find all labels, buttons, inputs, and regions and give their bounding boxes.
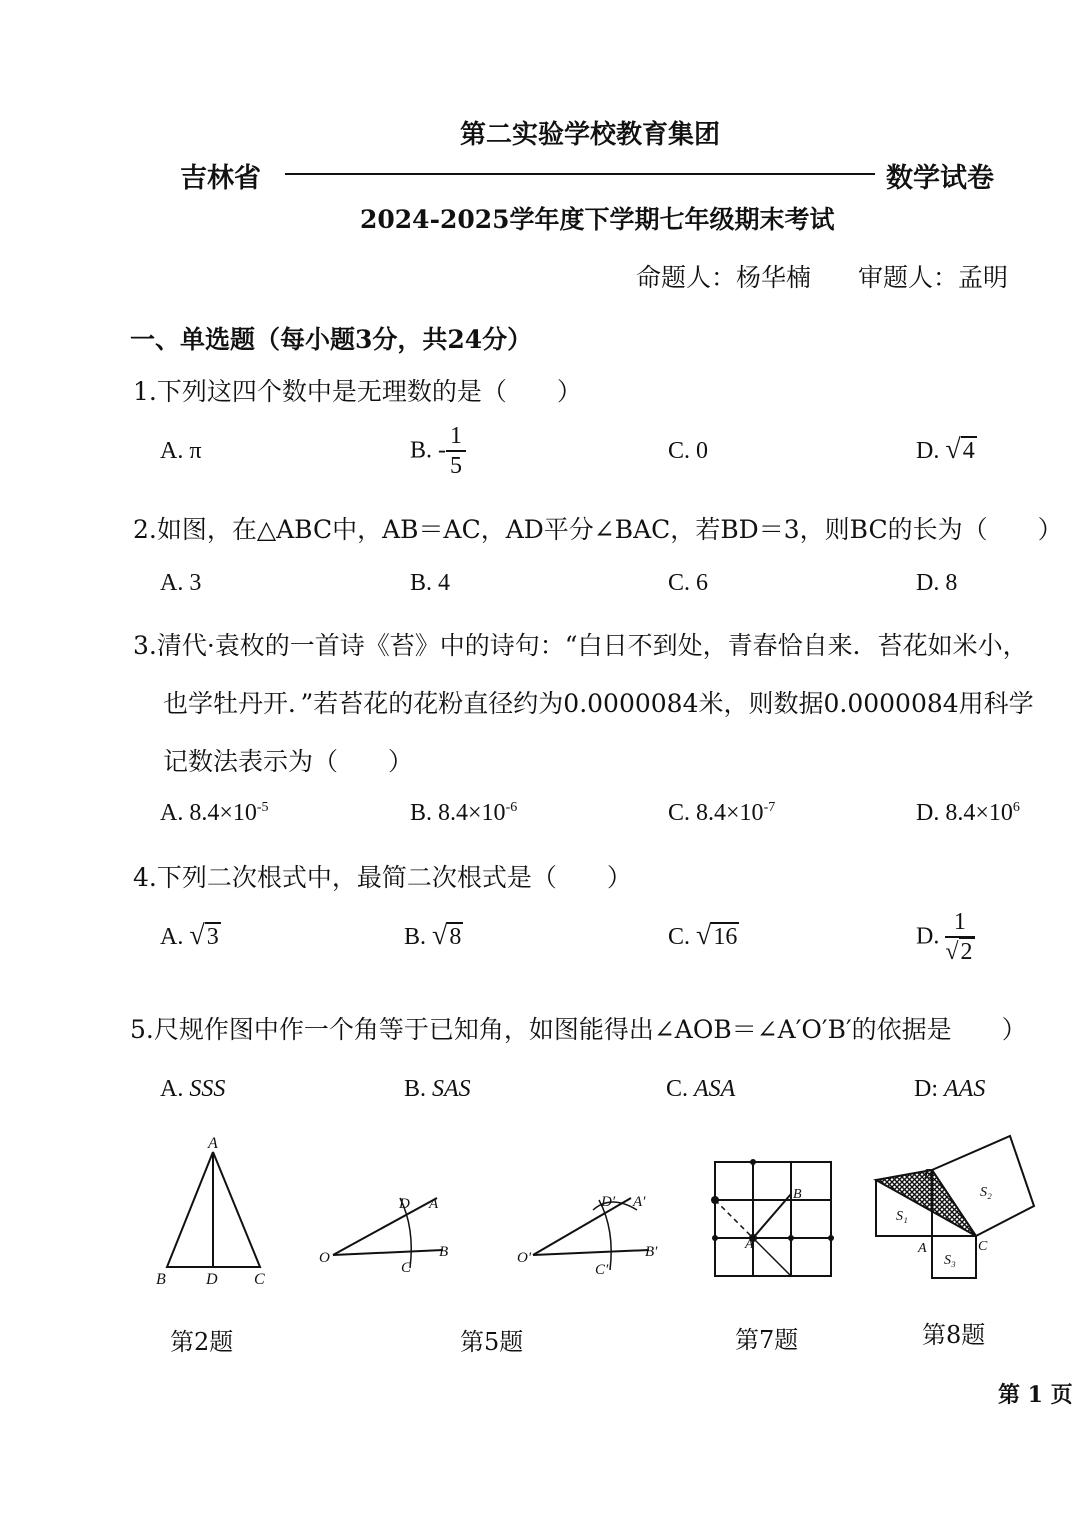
question-text: 下列这四个数中是无理数的是（ ） [156, 377, 582, 406]
reviewer-info [858, 258, 1008, 294]
label-b-prime: B′ [645, 1244, 658, 1260]
label-b: B [156, 1271, 166, 1288]
option-exponent: -6 [505, 800, 518, 815]
reviewer-name: 孟明 [958, 263, 1009, 292]
q5-option-d [914, 1076, 985, 1103]
question-number: 4. [133, 863, 157, 892]
label-d: D [399, 1196, 410, 1212]
fraction [945, 910, 974, 964]
option-label: A. [160, 924, 184, 950]
caption-figure-8: 第8题 [922, 1321, 986, 1349]
option-value: SSS [189, 1076, 226, 1102]
option-base: 8.4×10 [438, 800, 506, 826]
ray-ob-prime [533, 1250, 649, 1255]
label-b: B [924, 1167, 933, 1182]
option-value: AAS [944, 1076, 986, 1102]
fraction [446, 424, 466, 478]
label-b: B [793, 1187, 802, 1202]
option-label: C. [668, 800, 691, 826]
option-value: π [189, 438, 202, 464]
q1-option-d [916, 434, 977, 466]
option-label: C. [668, 438, 691, 464]
radicand: 2 [960, 939, 973, 965]
setter-label: 命题人： [636, 263, 737, 292]
option-label: D. [916, 800, 940, 826]
q2-option-b [410, 570, 450, 597]
option-value: SAS [432, 1076, 471, 1102]
label-c: C [254, 1271, 265, 1288]
setter-name: 杨华楠 [736, 263, 812, 292]
q5-option-c [666, 1076, 735, 1103]
q5-option-a [160, 1076, 225, 1103]
option-label: C. [666, 1076, 689, 1102]
label-b: B [439, 1244, 449, 1260]
figure-2-triangle [150, 1132, 280, 1292]
option-base: 8.4×10 [945, 800, 1013, 826]
sqrt: √2 [945, 939, 973, 965]
option-label: B. [404, 1076, 427, 1102]
option-label: B. [410, 570, 433, 596]
ray-ob [333, 1250, 443, 1255]
question-5 [130, 1010, 1027, 1046]
figure-5-angle-a-prime-o-prime-b-prime [515, 1180, 675, 1280]
setter-info [636, 258, 811, 294]
q5-option-b [404, 1076, 471, 1103]
question-3 [133, 626, 1028, 662]
option-label: A. [160, 438, 184, 464]
label-s3: S₃ [944, 1253, 956, 1268]
option-label: D. [916, 570, 940, 596]
option-label: A. [160, 570, 184, 596]
ray-oa-prime [533, 1198, 631, 1255]
label-s2: S₂ [980, 1185, 992, 1200]
option-label: B. [410, 800, 433, 826]
caption-figure-5: 第5题 [460, 1328, 524, 1356]
label-a: A [918, 1241, 927, 1256]
subject-title: 数学试卷 [886, 163, 994, 194]
question-number: 5. [130, 1015, 154, 1044]
option-value: ASA [694, 1076, 736, 1102]
option-label: D. [916, 438, 940, 464]
q4-option-a [160, 920, 221, 952]
triangle-lines [167, 1152, 260, 1267]
figure-8-squares [872, 1132, 1037, 1282]
q4-option-c [668, 920, 739, 952]
question-text: 下列二次根式中，最简二次根式是（ ） [156, 863, 632, 892]
caption-figure-2: 第2题 [170, 1328, 234, 1356]
q1-option-a [160, 438, 201, 465]
question-text-line: 清代·袁枚的一首诗《苔》中的诗句：“白日不到处，青春恰自来．苔花如米小， [156, 631, 1028, 660]
radicand: 4 [962, 438, 975, 464]
option-label: C. [668, 924, 691, 950]
label-c-prime: C′ [595, 1262, 609, 1278]
option-label: C. [668, 570, 691, 596]
q3-option-c [668, 800, 775, 827]
question-number: 1. [133, 377, 157, 406]
label-c: C [401, 1260, 412, 1276]
q2-option-d [916, 570, 957, 597]
radicand: 16 [713, 924, 738, 950]
question-number: 3. [133, 631, 157, 660]
label-d: D [206, 1271, 218, 1288]
page-number: 第 1 页 [998, 1382, 1073, 1408]
q1-option-b [410, 424, 466, 478]
label-a: A [208, 1135, 218, 1152]
reviewer-label: 审题人： [858, 263, 959, 292]
question-1 [133, 372, 582, 408]
question-text: 如图，在△ABC中，AB＝AC，AD平分∠BAC，若BD＝3，则BC的长为（ ） [156, 515, 1063, 544]
q3-option-d [916, 800, 1020, 827]
label-o: O [319, 1250, 330, 1266]
question-4 [133, 858, 632, 894]
numerator: 1 [446, 424, 466, 452]
option-exponent: -5 [256, 800, 269, 815]
option-value: 3 [189, 570, 202, 596]
q2-option-c [668, 570, 708, 597]
school-name: 第二实验学校教育集团 [460, 120, 721, 150]
ray-oa [333, 1198, 437, 1255]
exam-title: 2024-2025学年度下学期七年级期末考试 [360, 205, 835, 234]
label-c: C [978, 1239, 988, 1254]
option-exponent: -7 [763, 800, 776, 815]
denominator: 5 [450, 453, 463, 479]
option-label: B. [410, 437, 433, 464]
label-a: A [429, 1196, 439, 1212]
label-s1: S₁ [896, 1209, 908, 1224]
q3-option-b [410, 800, 517, 827]
option-base: 8.4×10 [696, 800, 764, 826]
option-label: D. [916, 923, 940, 950]
question-2 [133, 510, 1063, 546]
option-exponent: 6 [1012, 800, 1020, 815]
option-value: 0 [696, 438, 709, 464]
segment-lower [753, 1238, 791, 1276]
q2-option-a [160, 570, 201, 597]
question-text: 尺规作图中作一个角等于已知角，如图能得出∠AOB＝∠A′O′B′的依据是 ） [153, 1015, 1027, 1044]
province: 吉林省 [180, 163, 261, 194]
option-base: 8.4×10 [189, 800, 257, 826]
sqrt: √16 [696, 920, 738, 951]
option-label: A. [160, 1076, 184, 1102]
option-value: 8 [945, 570, 958, 596]
option-label: B. [404, 924, 427, 950]
header-rule [285, 173, 875, 175]
radicand: 3 [206, 924, 219, 950]
sqrt: √3 [189, 920, 219, 951]
denominator [945, 938, 974, 964]
dashed-segment [715, 1200, 753, 1238]
question-3-line-2: 也学牡丹开．”若苔花的花粉直径约为0.0000084米，则数据0.0000084用科学 [163, 689, 1034, 718]
numerator: 1 [945, 910, 974, 938]
sqrt: √8 [432, 920, 462, 951]
label-d-prime: D′ [601, 1194, 616, 1210]
q4-option-d [916, 910, 975, 964]
option-label: D: [914, 1076, 938, 1102]
question-number: 2. [133, 515, 157, 544]
label-a: A [745, 1237, 754, 1252]
option-label: A. [160, 800, 184, 826]
option-value: 4 [438, 570, 451, 596]
question-3-line-3: 记数法表示为（ ） [163, 747, 414, 776]
figure-7-grid [705, 1152, 845, 1282]
option-sign: - [438, 437, 447, 464]
caption-figure-7: 第7题 [735, 1326, 799, 1354]
sqrt: √4 [945, 434, 975, 465]
section-title: 一、单选题（每小题3分，共24分） [130, 325, 533, 354]
option-value: 6 [696, 570, 709, 596]
q3-option-a [160, 800, 269, 827]
figure-5-angle-aob [315, 1180, 465, 1280]
q4-option-b [404, 920, 463, 952]
q1-option-c [668, 438, 708, 465]
radicand: 8 [449, 924, 462, 950]
label-o-prime: O′ [517, 1250, 532, 1266]
label-a-prime: A′ [633, 1194, 646, 1210]
